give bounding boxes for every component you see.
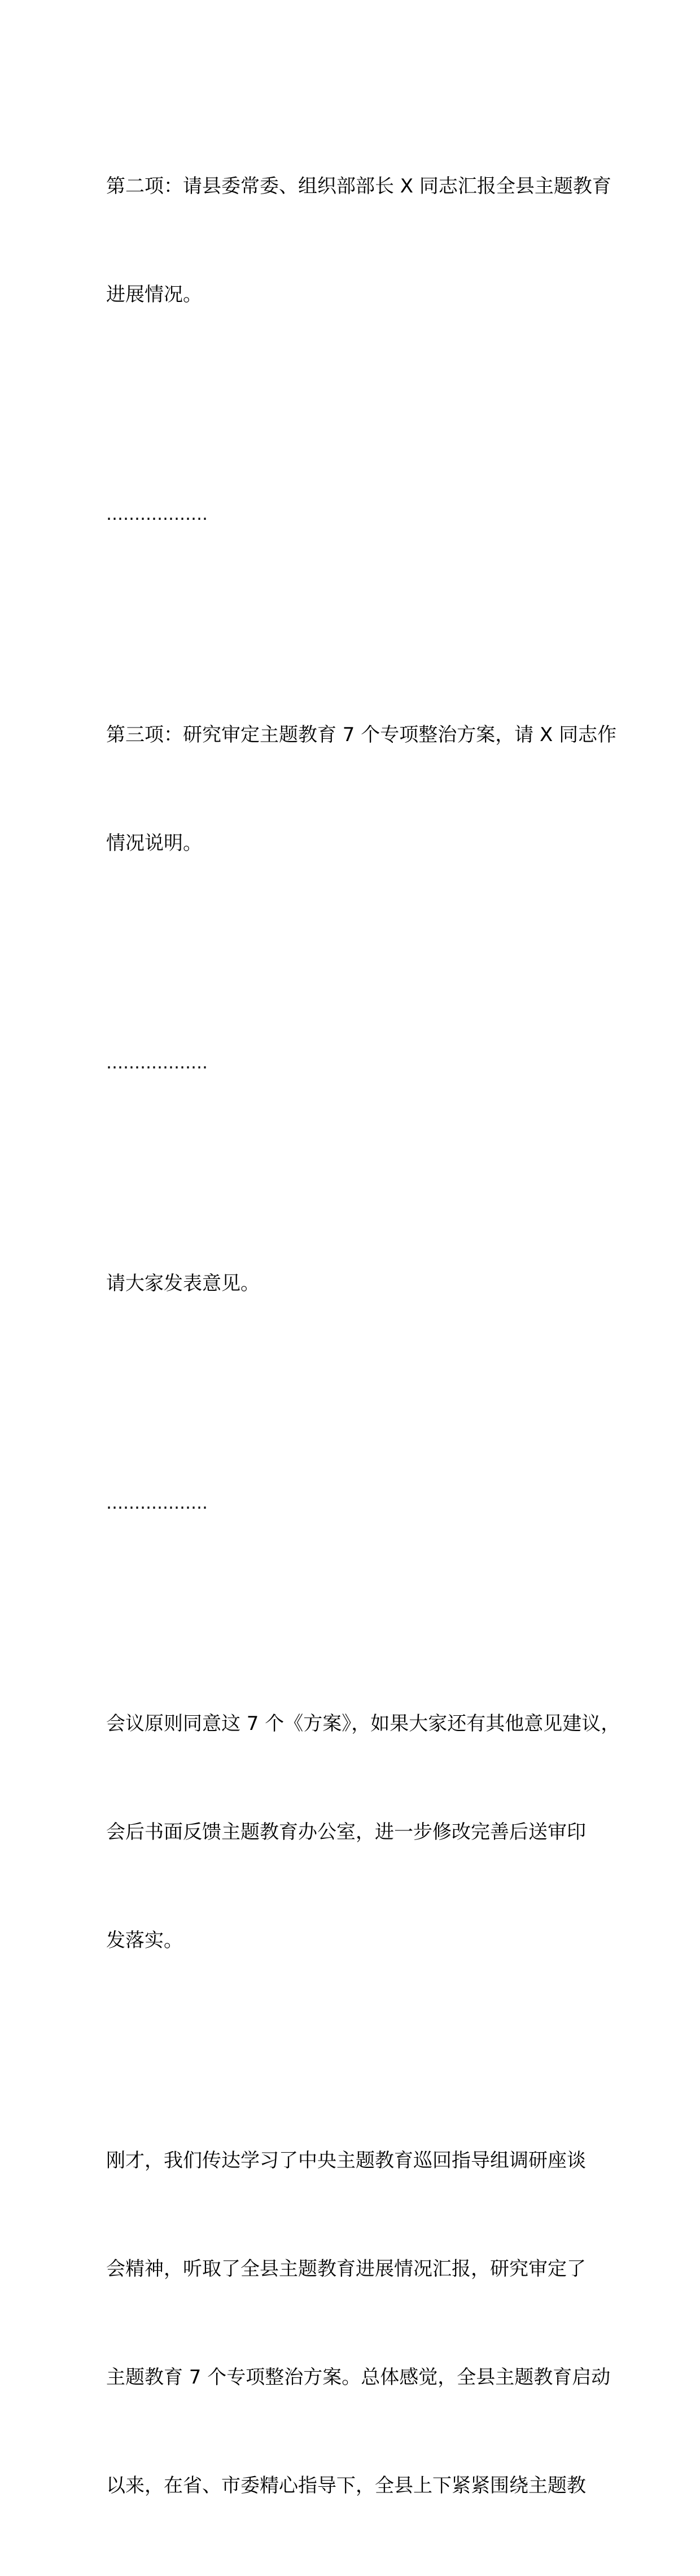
text-line: 第二项：请县委常委、组织部部长 X 同志汇报全县主题教育 <box>106 175 611 198</box>
document-body <box>106 96 620 2576</box>
text-line: 主题教育 7 个专项整治方案。总体感觉，全县主题教育启动 <box>106 2366 611 2389</box>
text-line: 请大家发表意见。 <box>106 1272 260 1295</box>
paragraph-item-two <box>106 96 614 385</box>
text-line: 会后书面反馈主题教育办公室，进一步修改完善后送审印 <box>106 1821 586 1843</box>
text-line: 刚才，我们传达学习了中央主题教育巡回指导组调研座谈 <box>106 2149 586 2172</box>
paragraph-item-three <box>106 645 617 934</box>
paragraph-summary <box>106 2070 614 2576</box>
ellipsis-text: ……………… <box>106 1493 208 1513</box>
text-line: 会议原则同意这 7 个《方案》，如果大家还有其他意见建议， <box>106 1712 620 1735</box>
ellipsis-separator <box>106 1413 614 1594</box>
text-line: 会精神，听取了全县主题教育进展情况汇报，研究审定了 <box>106 2258 586 2280</box>
paragraph-approval <box>106 1633 620 2031</box>
ellipsis-separator <box>106 424 614 605</box>
paragraph-invite-opinions <box>106 1193 614 1374</box>
ellipsis-separator <box>106 973 614 1154</box>
text-line: 第三项：研究审定主题教育 7 个专项整治方案，请 X 同志作 <box>106 724 617 746</box>
text-line: 情况说明。 <box>106 832 202 855</box>
ellipsis-text: ……………… <box>106 505 208 524</box>
text-line: 进展情况。 <box>106 283 202 306</box>
text-line: 以来，在省、市委精心指导下，全县上下紧紧围绕主题教 <box>106 2474 586 2497</box>
ellipsis-text: ……………… <box>106 1053 208 1073</box>
text-line: 发落实。 <box>106 1929 183 1952</box>
